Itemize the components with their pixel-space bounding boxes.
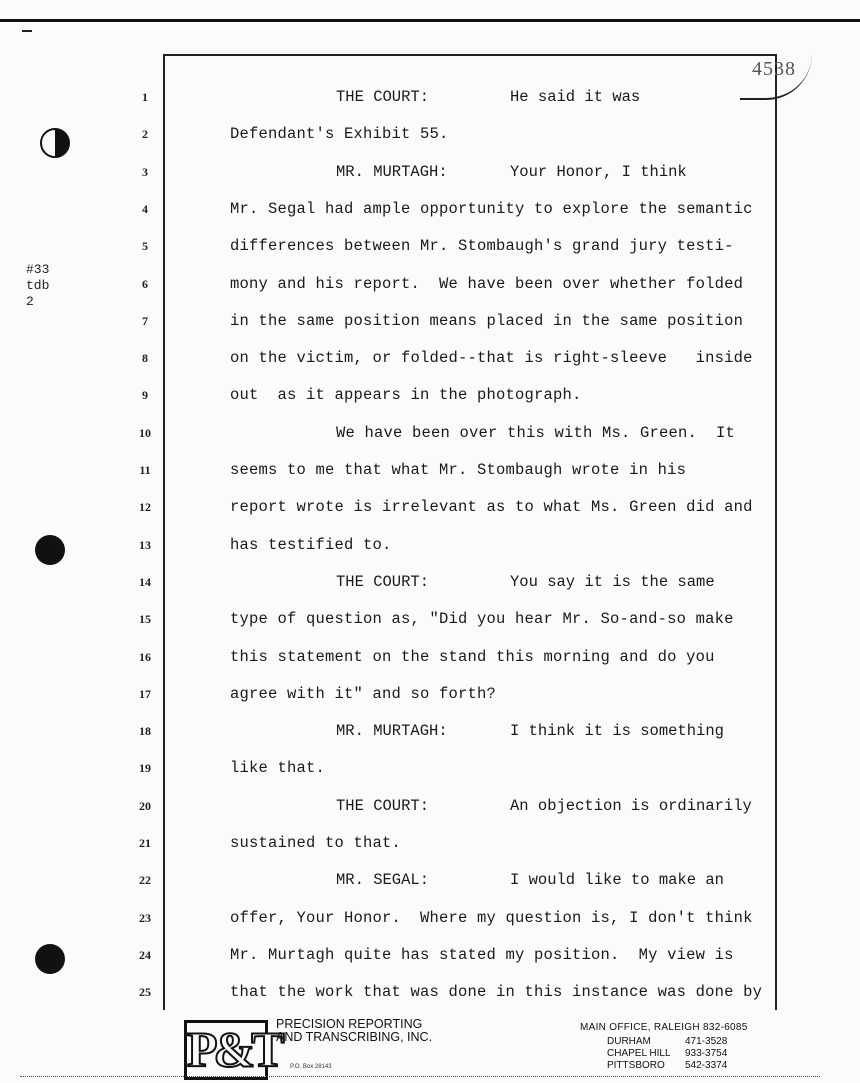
office-city: PITTSBORO xyxy=(607,1060,665,1071)
speaker-label: THE COURT: xyxy=(336,796,430,815)
firm-name-line-2: AND TRANSCRIBING, INC. xyxy=(276,1030,433,1044)
transcript-line: differences between Mr. Stombaugh's grand jury testi- xyxy=(230,237,734,256)
transcript-line: I think it is something xyxy=(510,722,724,741)
line-number: 6 xyxy=(142,276,148,291)
office-phone: 933-3754 xyxy=(685,1048,728,1059)
transcript-line: out as it appears in the photograph. xyxy=(230,386,582,405)
speaker-label: THE COURT: xyxy=(336,572,430,591)
line-number: 16 xyxy=(139,649,151,664)
line-number: 11 xyxy=(139,463,151,477)
transcript-line: on the victim, or folded--that is right-sleeve inside xyxy=(230,349,753,368)
margin-note: #33 tdb 2 xyxy=(26,262,50,309)
transcript-line: Defendant's Exhibit 55. xyxy=(230,125,449,144)
line-number: 1 xyxy=(142,90,148,104)
transcript-line: this statement on the stand this morning and do you xyxy=(230,647,715,666)
line-number: 22 xyxy=(139,873,151,888)
transcript-line: Your Honor, I think xyxy=(510,162,687,181)
line-number: 25 xyxy=(139,985,151,1000)
transcript-line: has testified to. xyxy=(230,535,392,554)
line-number: 13 xyxy=(139,537,151,552)
transcript-frame xyxy=(163,54,777,1010)
transcript-line: report wrote is irrelevant as to what Ms. Green did and xyxy=(230,498,753,517)
line-number: 7 xyxy=(142,313,148,328)
speaker-label: MR. MURTAGH: xyxy=(336,722,448,741)
office-list xyxy=(580,1022,748,1072)
line-number: 8 xyxy=(142,351,148,366)
bottom-rule xyxy=(20,1076,820,1077)
firm-name-line-1: PRECISION REPORTING xyxy=(276,1017,423,1031)
page-number: 4538 xyxy=(752,58,796,80)
office-row xyxy=(580,1036,748,1048)
transcript-line: He said it was xyxy=(510,88,641,106)
office-phone: 471-3528 xyxy=(685,1036,728,1047)
firm-name xyxy=(276,1018,432,1044)
transcript-line: sustained to that. xyxy=(230,834,402,852)
transcript-line: Mr. Segal had ample opportunity to explore the semantic xyxy=(230,199,753,218)
line-number: 19 xyxy=(139,761,151,776)
transcript-line: that the work that was done in this instance was done by xyxy=(230,983,763,1002)
transcript-line: We have been over this with Ms. Green. It xyxy=(336,423,736,442)
transcript-line: in the same position means placed in the same position xyxy=(230,311,744,330)
transcript-line: mony and his report. We have been over whether folded xyxy=(230,274,744,293)
line-number: 5 xyxy=(142,239,148,254)
office-city: CHAPEL HILL xyxy=(607,1048,671,1059)
line-number: 12 xyxy=(139,500,151,515)
transcript-line: type of question as, "Did you hear Mr. So-and-so make xyxy=(230,610,734,629)
line-number: 4 xyxy=(142,201,148,216)
line-number: 18 xyxy=(139,724,151,739)
office-city: DURHAM xyxy=(607,1036,651,1047)
page-footer xyxy=(0,1012,860,1083)
line-number: 24 xyxy=(139,947,151,962)
line-number: 21 xyxy=(139,836,151,850)
line-number: 15 xyxy=(139,612,151,627)
transcript-line: agree with it" and so forth? xyxy=(230,684,497,703)
top-margin-mark xyxy=(22,30,32,32)
speaker-label: MR. SEGAL: xyxy=(336,871,430,890)
line-number: 23 xyxy=(139,910,151,925)
line-number: 20 xyxy=(139,798,151,813)
office-row xyxy=(580,1048,748,1060)
line-number: 3 xyxy=(142,164,148,179)
punch-hole-icon xyxy=(35,944,65,974)
company-logo: P&T xyxy=(184,1020,268,1080)
transcript-line: like that. xyxy=(230,759,326,778)
line-number: 14 xyxy=(139,574,151,589)
punch-hole-icon xyxy=(40,128,70,158)
transcript-line: Mr. Murtagh quite has stated my position. My view is xyxy=(230,945,734,964)
main-office: MAIN OFFICE, RALEIGH 832-6085 xyxy=(580,1022,748,1033)
office-row xyxy=(580,1060,748,1072)
transcript-line: offer, Your Honor. Where my question is, I don't think xyxy=(230,908,753,927)
speaker-label: MR. MURTAGH: xyxy=(336,162,448,181)
punch-hole-icon xyxy=(35,535,65,565)
transcript-line: I would like to make an xyxy=(510,871,724,890)
line-number: 2 xyxy=(142,127,148,142)
speaker-label: THE COURT: xyxy=(336,88,430,106)
po-box: P.O. Box 28143 xyxy=(290,1064,332,1070)
line-number: 9 xyxy=(142,388,148,403)
top-border xyxy=(0,0,860,22)
transcript-line: You say it is the same xyxy=(510,572,715,591)
office-phone: 542-3374 xyxy=(685,1060,728,1071)
transcript-line: seems to me that what Mr. Stombaugh wrote in his xyxy=(230,461,687,479)
line-number: 10 xyxy=(139,425,151,440)
line-number: 17 xyxy=(139,686,151,701)
transcript-line: An objection is ordinarily xyxy=(510,796,752,815)
